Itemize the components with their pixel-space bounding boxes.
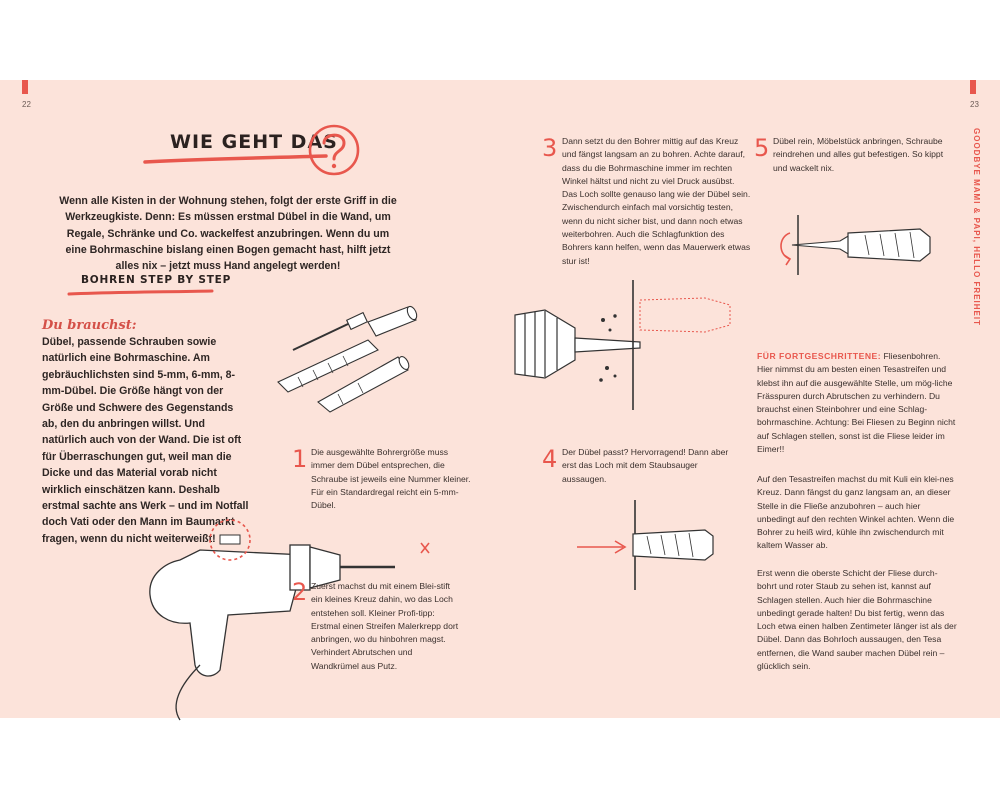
- advanced-label: FÜR FORTGESCHRITTENE:: [757, 351, 882, 361]
- sidebar-title: GOODBYE MAMI & PAPI, HELLO FREIHEIT: [972, 128, 981, 326]
- advanced-paragraph-3: Erst wenn die oberste Schicht der Fliese durch-bohrt und roter Staub zu sehen ist, kannst auf Schlagen stellen. Auch hier die Bohrmaschine unbedingt gerade halten! Du bist fertig, wenn das Loch etwa einen halben Zentimeter länger ist als der Dübel. Dann das Bohrloch aussaugen, den Tesa entfernen, die Wand sauber machen Dübel rein – glücklich sein.: [757, 568, 957, 672]
- advanced-paragraph-2: Auf den Tesastreifen machst du mit Kuli ein klei-nes Kreuz. Dann fängst du ganz langsam an, an dieser Stelle in die Fließe anzubohren – auch hier unbedingt auf den rechten Winkel achten. Wenn die Bohrer zu heiß wird, kühle ihn zwischendurch mit kaltem Wasser ab.: [757, 474, 955, 551]
- step-2-text: Zuerst machst du mit einem Blei-stift ein kleines Kreuz dahin, wo das Loch entstehen soll. Kleiner Profi-tipp: Erstmal einen Streifen Malerkrepp dort anbringen, wo du hinbohren magst. Verhindert Abrutschen und Wandkrümel aus Putz.: [311, 581, 459, 671]
- step-4-number: 4: [542, 445, 558, 473]
- page-number-left: 22: [22, 100, 31, 109]
- materials-text: Dübel, passende Schrauben sowie natürlich eine Bohrmaschine. Am gebräuchlichsten sind 5-mm, 6-mm, 8-mm-Dübel. Die Größe hängt von der Größe und Schwere des Gegenstands ab, den du anbringen willst. Und natürlich auch von der Wand. Die ist oft für Überraschungen gut, weil man die Dicke und das Material vorab nicht wirklich einschätzen kann. Deshalb erstmal sachte ans Werk – und im Notfall doch Vati oder den Mann im Baumarkt fragen, wenn du nicht weiterweißt!: [42, 336, 249, 545]
- step-5-number: 5: [754, 134, 770, 162]
- dowel-wall-illustration: [575, 500, 755, 590]
- step-3-text: Dann setzt du den Bohrer mittig auf das Kreuz und fängst langsam an zu bohren. Achte darauf, dass du die Bohrmaschine immer im rechten Winkel hältst und nicht zu viel Druck ausübst. Das Loch sollte genauso lang wie der Dübel sein. Zwischendurch einfach mal vorsichtig testen, wenn du nicht sicher bist, und dann noch etwas weiterbohren. Auch die Schlagfunktion des Bohrers kann helfen, wenn das Mauerwerk etwas stur ist!: [562, 136, 751, 266]
- screw-dowel-illustration: [770, 215, 960, 275]
- title-underline: [140, 150, 330, 170]
- page-number-right: 23: [970, 100, 979, 109]
- intro-paragraph: Wenn alle Kisten in der Wohnung stehen, folgt der erste Griff in die Werkzeugkiste. Denn: Es müssen erstmal Dübel in die Wand, um Regale, Schränke und Co. wackelfest anzubringen. Wenn du um eine Bohrmaschine bislang einen Bogen gemacht hast, hilft jetzt alles nix – jetzt muss Hand angelegt werden!: [59, 195, 397, 273]
- step-3-number: 3: [542, 134, 558, 162]
- step-2-number: 2: [292, 578, 308, 606]
- page-title: WIE GEHT DAS: [170, 131, 338, 153]
- section-subtitle: BOHREN STEP BY STEP: [81, 274, 232, 286]
- step-1-number: 1: [292, 445, 308, 473]
- step-5-text: Dübel rein, Möbelstück anbringen, Schraube reindrehen und alles gut befestigen. So kippt und wackelt nix.: [773, 136, 944, 173]
- drilling-wall-illustration: [515, 280, 755, 410]
- subtitle-underline: [66, 288, 216, 300]
- step-1-text: Die ausgewählte Bohrergröße muss immer dem Dübel entsprechen, die Schraube ist jeweils eine Nummer kleiner. Für ein Standardregal reicht ein 5-mm-Dübel.: [311, 447, 471, 511]
- page-tab-right: [970, 80, 976, 94]
- screws-dowels-illustration: [258, 302, 428, 412]
- materials-label: Du brauchst:: [42, 318, 137, 333]
- step-4-text: Der Dübel passt? Hervorragend! Dann aber erst das Loch mit dem Staubsauger aussaugen.: [562, 447, 729, 484]
- advanced-paragraph-1: [757, 350, 957, 456]
- question-mark-icon: [304, 120, 364, 180]
- advanced-text-1: Fliesenbohren. Hier nimmst du am besten einen Tesastreifen und klebst ihn auf die ausgewählte Stelle, um mög-liche Frässpuren durch Abrutschen zu verhindern. Du brauchst einen Steinbohrer und eine Schlag-bohrmaschine. Achtung: Bei Fliesen zu Beginn nicht auf Schlagen stellen, sonst ist die Fliese leider im Eimer!!: [757, 351, 956, 455]
- page-tab-left: [22, 80, 28, 94]
